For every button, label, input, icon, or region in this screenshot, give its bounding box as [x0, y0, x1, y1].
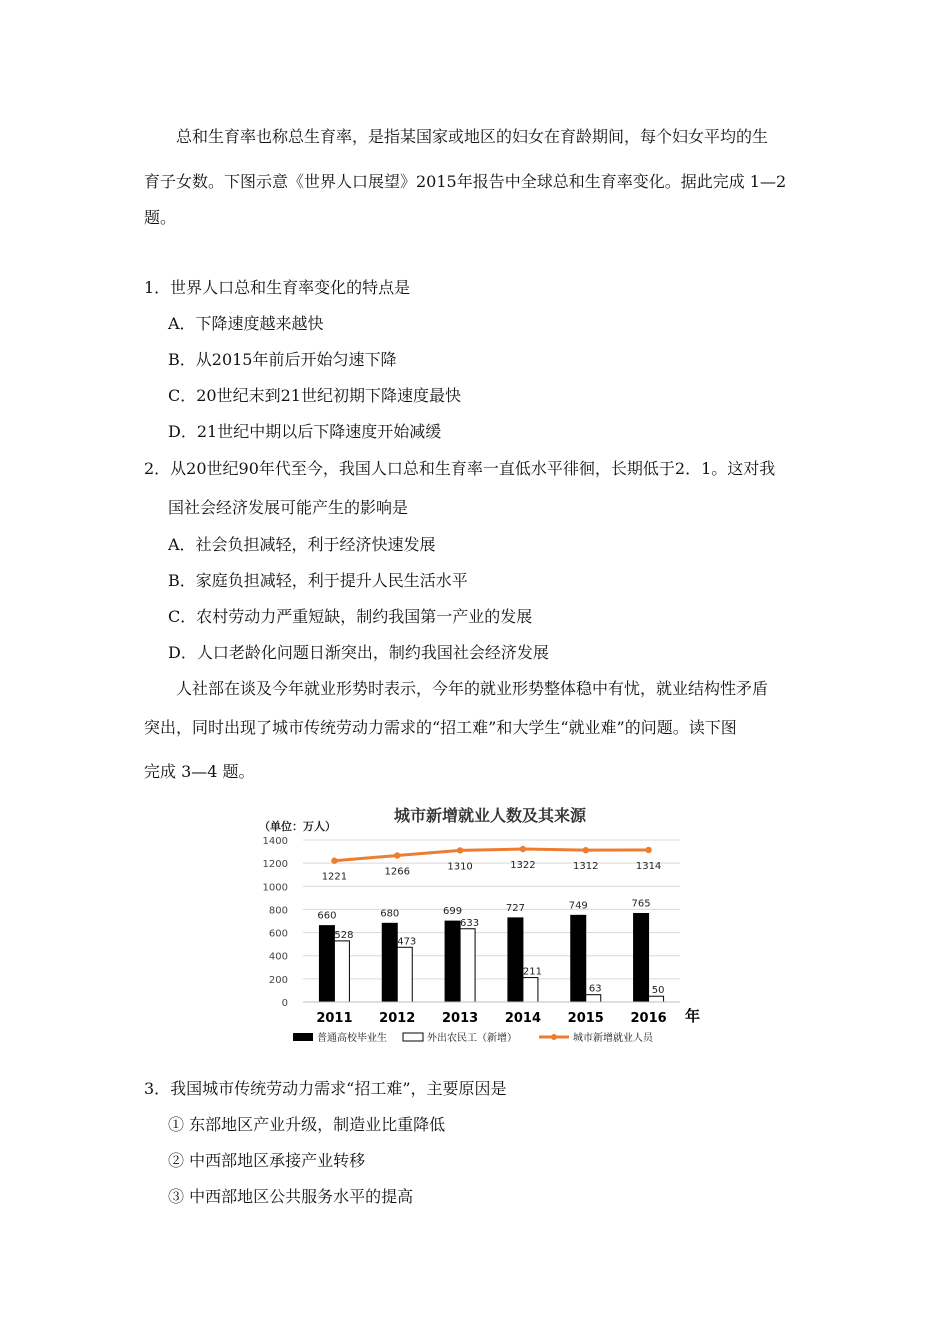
legend-label: 普通高校毕业生	[317, 1033, 387, 1044]
x-tick-label: 2011	[316, 1011, 353, 1026]
line-point	[457, 847, 463, 853]
x-tick-label: 2013	[441, 1011, 479, 1026]
q2-stem-line2: 国社会经济发展可能产生的影响是	[168, 498, 409, 517]
q2-stem-line1: 2．从20世纪90年代至今，我国人口总和生育率一直低水平徘徊，长期低于2．1。这对我	[144, 459, 776, 478]
y-tick-label: 1000	[262, 882, 288, 894]
q2-option-c: C．农村劳动力严重短缺，制约我国第一产业的发展	[168, 607, 533, 626]
intro1-line1: 总和生育率也称总生育率，是指某国家或地区的妇女在育龄期间，每个妇女平均的生	[176, 127, 769, 146]
data-label: 633	[460, 917, 480, 929]
y-tick-label: 1200	[262, 859, 288, 871]
y-tick-label: 200	[268, 974, 288, 986]
data-label: 1312	[573, 861, 599, 873]
x-tick-label: 2016	[630, 1011, 667, 1026]
data-label: 660	[317, 910, 337, 922]
q1-option-d: D．21世纪中期以后下降速度开始减缓	[168, 422, 442, 441]
data-label: 528	[334, 929, 354, 941]
intro1-line2: 育子女数。下图示意《世界人口展望》2015年报告中全球总和生育率变化。据此完成 1—2	[144, 172, 787, 191]
data-label: 1221	[321, 871, 348, 883]
data-label: 211	[522, 966, 542, 978]
line-point	[331, 858, 337, 864]
bar-migrant-workers	[397, 947, 412, 1002]
bar-migrant-workers	[460, 929, 475, 1002]
intro2-line1: 人社部在谈及今年就业形势时表示，今年的就业形势整体稳中有忧，就业结构性矛盾	[176, 679, 769, 698]
legend-swatch	[403, 1033, 423, 1041]
x-axis-label: 年	[685, 1007, 701, 1025]
data-label: 680	[380, 908, 400, 920]
data-label: 1310	[447, 861, 473, 873]
bar-migrant-workers	[649, 996, 664, 1002]
q3-option-2: ② 中西部地区承接产业转移	[168, 1151, 366, 1170]
bar-graduates	[571, 915, 586, 1002]
bar-graduates	[382, 923, 397, 1002]
chart-unit-label: （单位：万人）	[259, 820, 336, 833]
bar-migrant-workers	[523, 978, 538, 1002]
q1-option-c: C．20世纪末到21世纪初期下降速度最快	[168, 386, 461, 405]
q1-stem: 1．世界人口总和生育率变化的特点是	[144, 278, 411, 297]
data-label: 1314	[635, 860, 662, 872]
employment-chart	[255, 795, 715, 1055]
y-tick-label: 1400	[262, 836, 288, 847]
bar-migrant-workers	[334, 941, 349, 1002]
bar-graduates	[319, 926, 334, 1002]
q2-option-a: A．社会负担减轻，利于经济快速发展	[168, 535, 436, 554]
data-label: 699	[443, 906, 463, 918]
q3-option-3: ③ 中西部地区公共服务水平的提高	[168, 1187, 414, 1206]
line-point	[583, 847, 589, 853]
intro2-line3: 完成 3—4 题。	[144, 762, 255, 781]
q2-option-d: D．人口老龄化问题日渐突出，制约我国社会经济发展	[168, 643, 549, 662]
data-label: 1322	[510, 860, 536, 872]
data-label: 50	[651, 985, 665, 997]
q3-stem: 3．我国城市传统劳动力需求“招工难”，主要原因是	[144, 1079, 507, 1098]
data-label: 1266	[384, 866, 410, 878]
line-path	[334, 849, 648, 861]
legend-marker	[551, 1034, 557, 1040]
line-series	[322, 846, 662, 883]
line-point	[645, 847, 651, 853]
q2-option-b: B．家庭负担减轻，利于提升人民生活水平	[168, 571, 468, 590]
data-label: 63	[588, 983, 602, 995]
legend-label: 外出农民工（新增）	[427, 1033, 517, 1044]
q3-option-1: ① 东部地区产业升级，制造业比重降低	[168, 1115, 446, 1134]
chart-legend	[293, 1031, 654, 1044]
bar-graduates	[508, 918, 523, 1002]
employment-chart-svg	[255, 795, 715, 1055]
y-tick-label: 0	[281, 998, 288, 1009]
q1-option-b: B．从2015年前后开始匀速下降	[168, 350, 397, 369]
legend-label: 城市新增就业人员	[573, 1033, 653, 1044]
intro2-line2: 突出，同时出现了城市传统劳动力需求的“招工难”和大学生“就业难”的问题。读下图	[144, 718, 737, 737]
bar-graduates	[634, 913, 649, 1002]
legend-swatch	[293, 1033, 313, 1041]
y-tick-label: 600	[268, 928, 288, 940]
intro1-line3: 题。	[144, 208, 177, 227]
y-tick-label: 400	[268, 951, 288, 963]
x-tick-label: 2012	[379, 1011, 416, 1026]
data-label: 765	[631, 898, 651, 910]
q1-option-a: A．下降速度越来越快	[168, 314, 324, 333]
data-label: 749	[568, 900, 588, 912]
x-tick-label: 2014	[504, 1011, 542, 1026]
line-point	[520, 846, 526, 852]
chart-title: 城市新增就业人数及其来源	[393, 806, 587, 825]
data-label: 473	[397, 936, 417, 948]
line-point	[394, 852, 400, 858]
data-label: 727	[505, 902, 525, 914]
bar-graduates	[445, 921, 460, 1002]
x-tick-label: 2015	[567, 1011, 604, 1026]
y-tick-label: 800	[268, 905, 288, 917]
bar-migrant-workers	[586, 995, 601, 1002]
x-axis	[303, 1002, 680, 1026]
bar-series	[317, 898, 664, 1002]
